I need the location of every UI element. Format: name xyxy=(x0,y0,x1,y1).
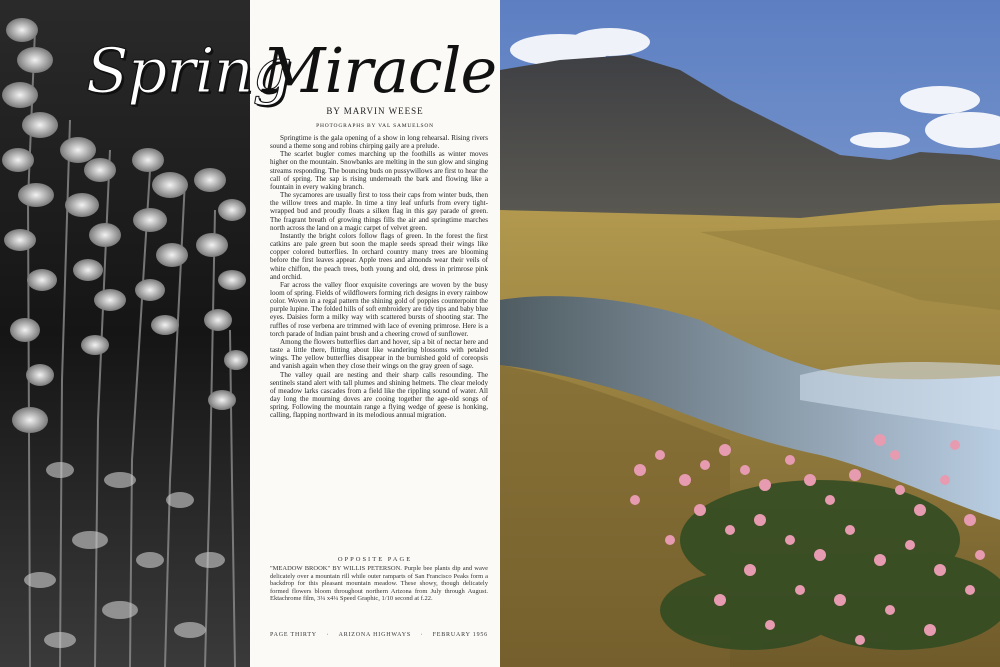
byline-photographer: PHOTOGRAPHS BY VAL SAMUELSON xyxy=(316,123,434,129)
meadow-brook-graphic xyxy=(500,0,1000,667)
article-body xyxy=(270,134,488,419)
opposite-page-heading: OPPOSITE PAGE xyxy=(337,556,413,563)
title-word-miracle: Miracle xyxy=(262,34,497,107)
folio-separator: · xyxy=(326,632,330,638)
article-paragraph: Far across the valley floor exquisite coverings are woven by the busy loom of spring. Fields of wildflowers forming rich designs in every rainbow color. Woven in a regal pattern the shining gold of poppies counterpoint the purple lupine. The folded hills of soft embroidery are tidy tips and baby blue eyes. Daisies form a milky way with scattered bursts of shooting star. The ruffles of rose verbena are trimmed with lace of evening primrose. Here is a torch parade of Indian paint brush and a cheering crowd of sunflower. xyxy=(270,280,488,338)
byline-author: BY MARVIN WEESE xyxy=(326,106,424,116)
meadow-brook-photo xyxy=(500,0,1000,667)
article-paragraph: The sycamores are usually first to toss their caps from winter buds, then the willow trees and maple. In time a tiny leaf unfurls from every tight-wrapped bud and proudly floats a silken flag in this gay parade of green. The fragrant breath of growing things fills the air and springtime marches north across the land on a magic carpet of velvet green. xyxy=(270,191,488,232)
title-word-spring: Spring xyxy=(86,34,292,107)
folio-date: FEBRUARY 1956 xyxy=(432,632,488,638)
opposite-page-caption: "MEADOW BROOK" BY WILLIS PETERSON. Purple bee plants dip and wave delicately over a mountain rill while outer ramparts of San Francisco Peaks form a backdrop for this pleasant mountain meadow. These showy, though delicately formed flowers bloom throughout northern Arizona from July through August. Ektachrome film, 3¼ x4¼ Speed Graphic, 1/10 second at f.22. xyxy=(270,565,488,603)
article-paragraph: Springtime is the gala opening of a show in long rehearsal. Rising rivers sound a theme song and robins chirping gaily are a prelude. xyxy=(270,134,488,151)
folio-separator: · xyxy=(420,632,424,638)
article-paragraph: The scarlet bugler comes marching up the foothills as winter moves higher on the mountain. Snowbanks are melting in the sun glow and singing streams responding. The bouncing buds on pussywillows are first to hear the call of spring. The sap is rising underneath the bark and flowing like a fountain in every waking branch. xyxy=(270,150,488,191)
page-folio xyxy=(270,632,488,638)
article-paragraph: The valley quail are nesting and their sharp calls resounding. The sentinels stand alert with tall plumes and shining helmets. The clear melody of meadow larks cascades from a field like the rippling sound of water. All day long the mourning doves are cooing together the age-old songs of spring. Following the mountain range a flying wedge of geese is honking, calling, flapping northward in its melodious annual migration. xyxy=(270,370,488,420)
article-paragraph: Among the flowers butterflies dart and hover, sip a bit of nectar here and taste a little there, flitting about like wandering blossoms with petaled wings. The yellow butterflies disappear in the burnished gold of coreopsis and vanish again when they close their wings on the gray green of sage. xyxy=(270,337,488,371)
folio-page-number: PAGE THIRTY xyxy=(270,632,317,638)
article-paragraph: Instantly the bright colors follow flags of green. In the forest the first catkins are pale green but soon the maple seeds spread their wings like copper colored butterflies. In orchard country many trees are blooming before the first leaves appear. Apple trees and almonds wear their veils of white chiffon, the peach trees, both young and old, dress in primrose pink and orchid. xyxy=(270,231,488,281)
folio-magazine: ARIZONA HIGHWAYS xyxy=(338,632,411,638)
